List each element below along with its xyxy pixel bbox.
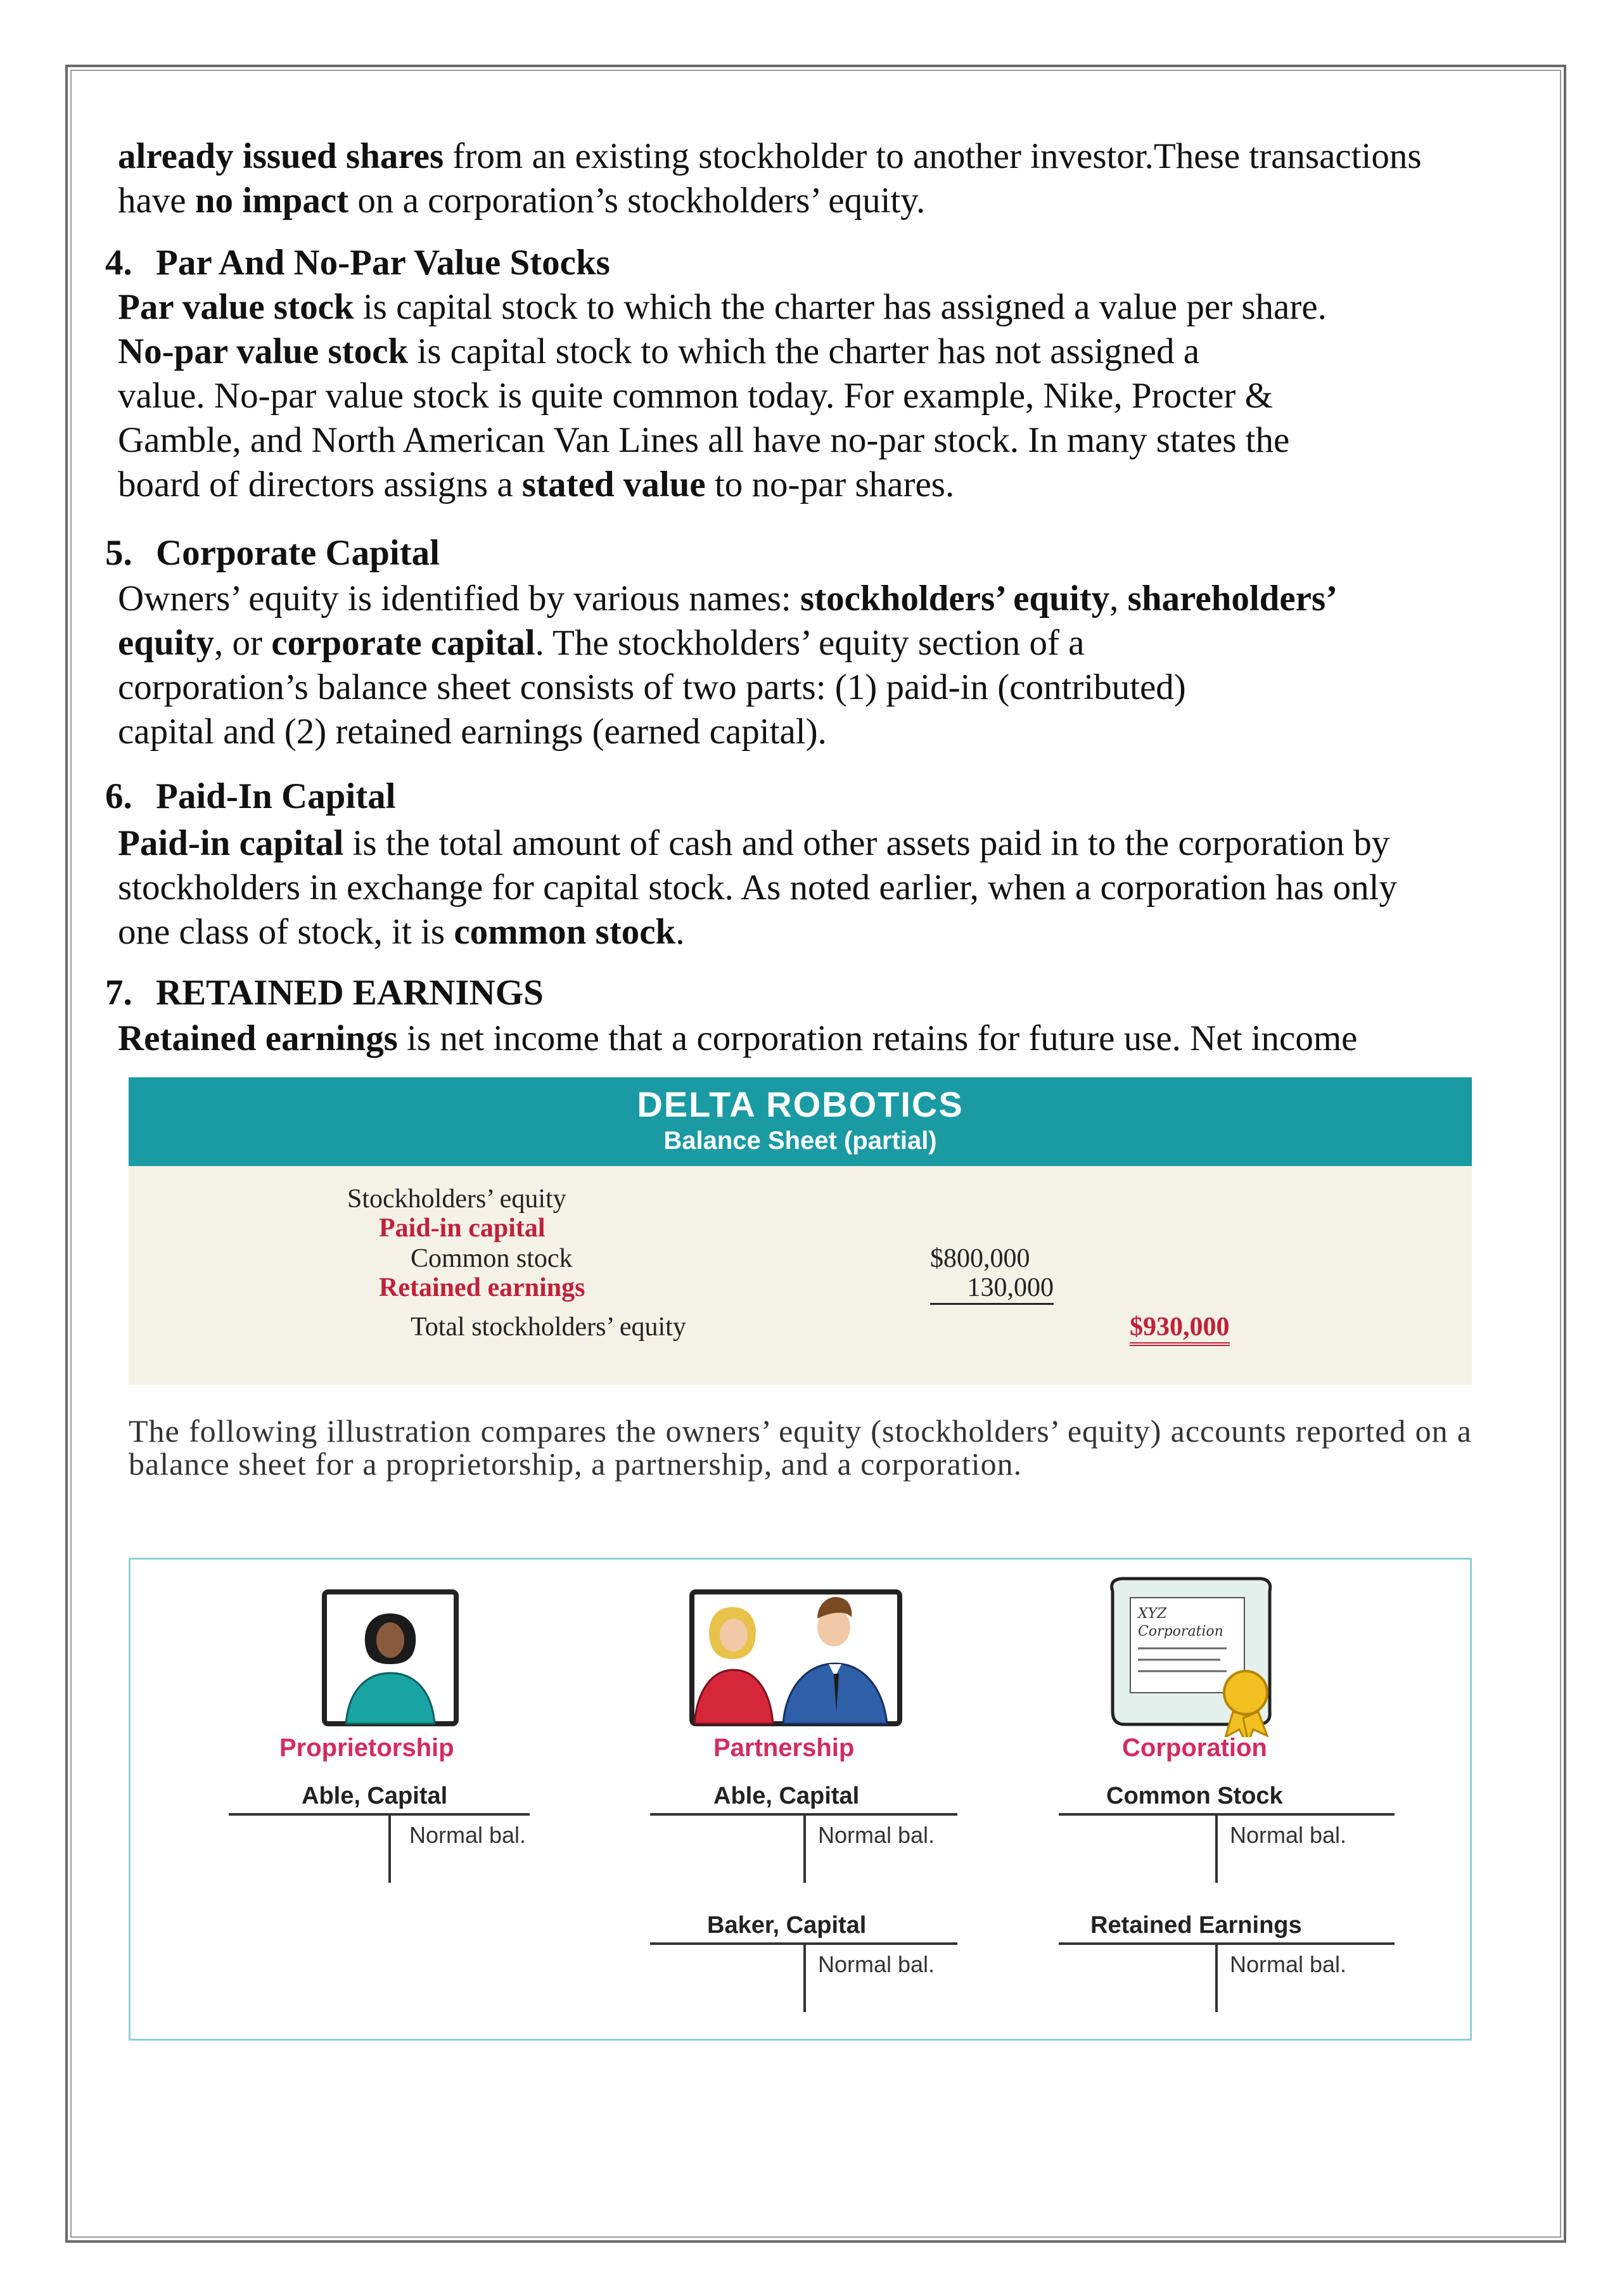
t-account-name: Retained Earnings: [1090, 1912, 1302, 1939]
t-account-name: Baker, Capital: [707, 1912, 867, 1939]
section-heading-4: [105, 241, 610, 285]
section-6-paragraph: [118, 821, 1512, 954]
total-equity-value: $930,000: [1130, 1312, 1230, 1346]
term-equity: equity: [118, 623, 215, 663]
intro-bold-term: already issued shares: [118, 136, 444, 176]
balance-sheet-header: [129, 1077, 1472, 1166]
term-corporate-capital: corporate capital: [271, 623, 535, 663]
section-heading-6: [105, 774, 396, 819]
intro-text: from an existing stockholder to another investor.These transactions: [444, 136, 1422, 176]
common-stock-value: $800,000: [930, 1244, 1030, 1273]
body-text: Gamble, and North American Van Lines all have no-par stock. In many states the: [118, 420, 1290, 460]
section-7-paragraph: [118, 1017, 1512, 1061]
body-text: Owners’ equity is identified by various names:: [118, 579, 800, 619]
body-text: capital and (2) retained earnings (earned capital).: [118, 712, 827, 752]
total-equity-label: Total stockholders’ equity: [411, 1312, 686, 1342]
normal-balance-label: Normal bal.: [818, 1951, 935, 1977]
body-text: corporation’s balance sheet consists of two parts: (1) paid-in (contributed): [118, 667, 1186, 707]
intro-bold-term: no impact: [195, 181, 349, 221]
t-account-stem: [803, 1813, 806, 1883]
term-stated-value: stated value: [521, 465, 706, 504]
section-title: Paid-In Capital: [156, 776, 396, 816]
section-title: Corporate Capital: [156, 533, 440, 573]
section-heading-5: [105, 531, 440, 575]
body-text: value. No-par value stock is quite common today. For example, Nike, Procter &: [118, 376, 1273, 416]
section-number: 5.: [105, 533, 132, 573]
section-title: Par And No-Par Value Stocks: [156, 243, 610, 283]
t-account-stem: [388, 1813, 391, 1883]
equity-comparison-figure: [129, 1558, 1472, 2041]
normal-balance-label: Normal bal.: [1230, 1822, 1347, 1848]
section-number: 4.: [105, 243, 132, 283]
t-account-stem: [1215, 1813, 1218, 1883]
retained-earnings-label: Retained earnings: [379, 1273, 585, 1302]
intro-paragraph: [118, 134, 1512, 223]
section-5-paragraph: [118, 577, 1512, 754]
statement-title: Balance Sheet (partial): [663, 1127, 937, 1155]
term-shareholders-equity: shareholders’: [1127, 579, 1338, 619]
common-stock-label: Common stock: [411, 1244, 573, 1273]
section-label: Stockholders’ equity: [347, 1184, 566, 1214]
section-4-paragraph: [118, 285, 1512, 507]
body-text: to no-par shares.: [705, 465, 955, 504]
retained-earnings-value: 130,000: [930, 1273, 1054, 1305]
t-account-name: Common Stock: [1106, 1783, 1283, 1809]
term-common-stock: common stock: [454, 912, 676, 952]
term-no-par-value-stock: No-par value stock: [118, 331, 409, 371]
t-account-name: Able, Capital: [302, 1783, 448, 1809]
body-text: ,: [1109, 579, 1128, 619]
certificate-subtitle: Corporation: [1138, 1624, 1223, 1639]
body-text: is capital stock to which the charter has not assigned a: [408, 331, 1200, 371]
t-account-stem: [803, 1942, 806, 2012]
term-stockholders-equity: stockholders’ equity: [800, 579, 1110, 619]
body-text: stockholders in exchange for capital stock. As noted earlier, when a corporation has only: [118, 868, 1397, 907]
term-paid-in-capital: Paid-in capital: [118, 823, 344, 863]
normal-balance-label: Normal bal.: [818, 1822, 935, 1848]
company-name: DELTA ROBOTICS: [637, 1084, 964, 1124]
body-text: is the total amount of cash and other assets paid in to the corporation by: [343, 823, 1390, 863]
body-text: one class of stock, it is: [118, 912, 454, 952]
body-text: . The stockholders’ equity section of a: [535, 623, 1085, 663]
term-retained-earnings: Retained earnings: [118, 1018, 398, 1058]
corporation-label: Corporation: [1122, 1734, 1267, 1762]
normal-balance-label: Normal bal.: [1230, 1951, 1347, 1977]
section-heading-7: [105, 971, 544, 1015]
body-text: .: [675, 912, 685, 952]
t-account-stem: [1215, 1942, 1218, 2012]
term-par-value-stock: Par value stock: [118, 287, 354, 327]
partnership-label: Partnership: [713, 1734, 855, 1762]
stock-certificate-illustration: [1100, 1572, 1309, 1737]
partners-illustration: [688, 1588, 904, 1728]
section-number: 6.: [105, 776, 132, 816]
section-title: RETAINED EARNINGS: [156, 973, 544, 1013]
t-account-bar: [1059, 1942, 1395, 1945]
proprietor-illustration: [321, 1588, 460, 1728]
intro-text: have: [118, 181, 195, 221]
intro-text: on a corporation’s stockholders’ equity.: [348, 181, 926, 221]
body-text: is capital stock to which the charter has assigned a value per share.: [354, 287, 1327, 327]
certificate-title: XYZ: [1138, 1606, 1167, 1622]
illustration-paragraph: The following illustration compares the owners’ equity (stockholders’ equity) accounts reported on a balance sheet for a proprietorship, a partnership, and a corporation.: [129, 1413, 1472, 1482]
body-text: board of directors assigns a: [118, 465, 522, 504]
body-text: , or: [214, 623, 272, 663]
t-account-bar: [229, 1813, 530, 1816]
normal-balance-label: Normal bal.: [409, 1822, 527, 1848]
proprietorship-label: Proprietorship: [279, 1734, 454, 1762]
section-number: 7.: [105, 973, 132, 1013]
paid-in-capital-label: Paid-in capital: [379, 1214, 546, 1243]
t-account-name: Able, Capital: [713, 1783, 860, 1809]
body-text: is net income that a corporation retains for future use. Net income: [397, 1018, 1358, 1058]
balance-sheet-figure: [129, 1077, 1472, 1385]
t-account-bar: [1059, 1813, 1395, 1816]
